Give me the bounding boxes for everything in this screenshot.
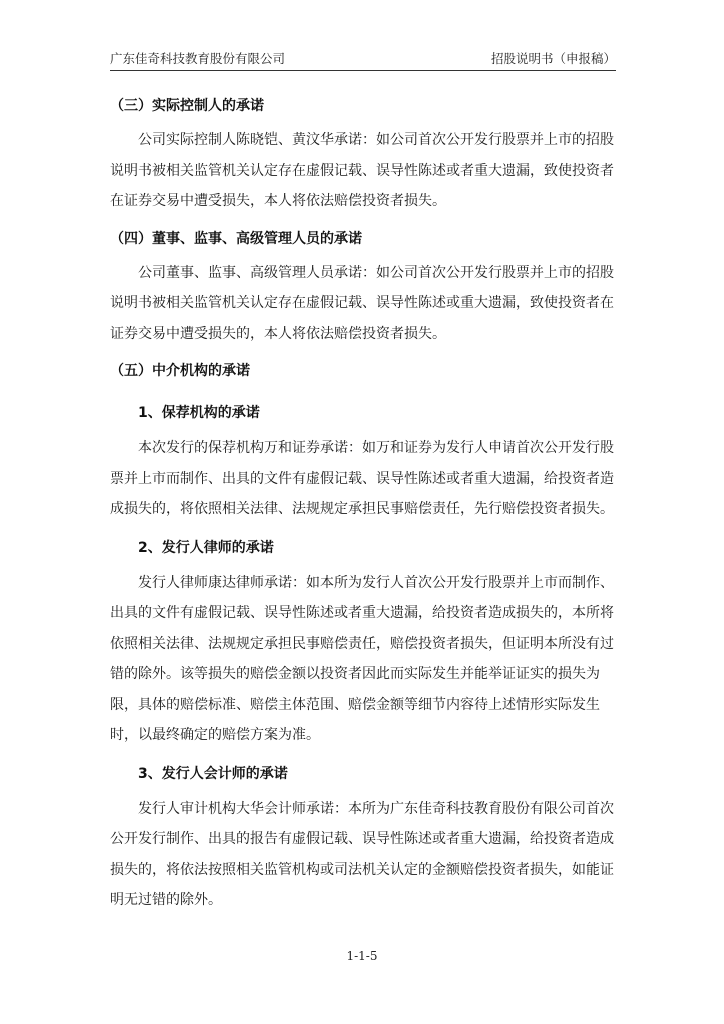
paragraph-accountant-commitment: 发行人审计机构大华会计师承诺：本所为广东佳奇科技教育股份有限公司首次公开发行制作、出具的报告有虚假记载、误导性陈述或者重大遗漏，给投资者造成损失的，将依法按照相关监管机构或司法机关认定的金额赔偿投资者损失，如能证明无过错的除外。 — [110, 800, 614, 908]
heading-directors-commitment: （四）董事、监事、高级管理人员的承诺 — [110, 230, 362, 247]
page-content — [110, 85, 616, 916]
heading-accountant-commitment: 3、发行人会计师的承诺 — [138, 765, 288, 782]
heading-sponsor-commitment: 1、保荐机构的承诺 — [138, 405, 260, 421]
heading-controller-commitment: （三）实际控制人的承诺 — [110, 98, 264, 114]
page-number: 1-1-5 — [346, 949, 378, 963]
paragraph-directors-commitment: 公司董事、监事、高级管理人员承诺：如公司首次公开发行股票并上市的招股说明书被相关监管机关认定存在虚假记载、误导性陈述或重大遗漏，致使投资者在证券交易中遭受损失的，本人将依法赔偿投资者损失。 — [110, 264, 614, 342]
header-doc-title: 招股说明书（申报稿） — [490, 51, 616, 66]
paragraph-sponsor-commitment: 本次发行的保荐机构万和证券承诺：如万和证券为发行人申请首次公开发行股票并上市而制作、出具的文件有虚假记载、误导性陈述或者重大遗漏，给投资者造成损失的，将依照相关法律、法规规定承担民事赔偿责任，先行赔偿投资者损失。 — [110, 440, 614, 517]
header-company: 广东佳奇科技教育股份有限公司 — [110, 51, 286, 66]
paragraph-lawyer-commitment: 发行人律师康达律师承诺：如本所为发行人首次公开发行股票并上市而制作、出具的文件有虚假记载、误导性陈述或者重大遗漏，给投资者造成损失的，本所将依照相关法律、法规规定承担民事赔偿责任，赔偿投资者损失，但证明本所没有过错的除外。该等损失的赔偿金额以投资者因此而实际发生并能举证证实的损失为限，具体的赔偿标准、赔偿主体范围、赔偿金额等细节内容待上述情形实际发生时，以最终确定的赔偿方案为准。 — [110, 574, 614, 743]
page-header — [110, 50, 616, 71]
heading-intermediary-commitment: （五）中介机构的承诺 — [110, 363, 250, 379]
heading-lawyer-commitment: 2、发行人律师的承诺 — [138, 539, 274, 556]
paragraph-controller-commitment: 公司实际控制人陈晓铠、黄汶华承诺：如公司首次公开发行股票并上市的招股说明书被相关监管机关认定存在虚假记载、误导性陈述或者重大遗漏，致使投资者在证券交易中遭受损失，本人将依法赔偿投资者损失。 — [110, 132, 614, 209]
